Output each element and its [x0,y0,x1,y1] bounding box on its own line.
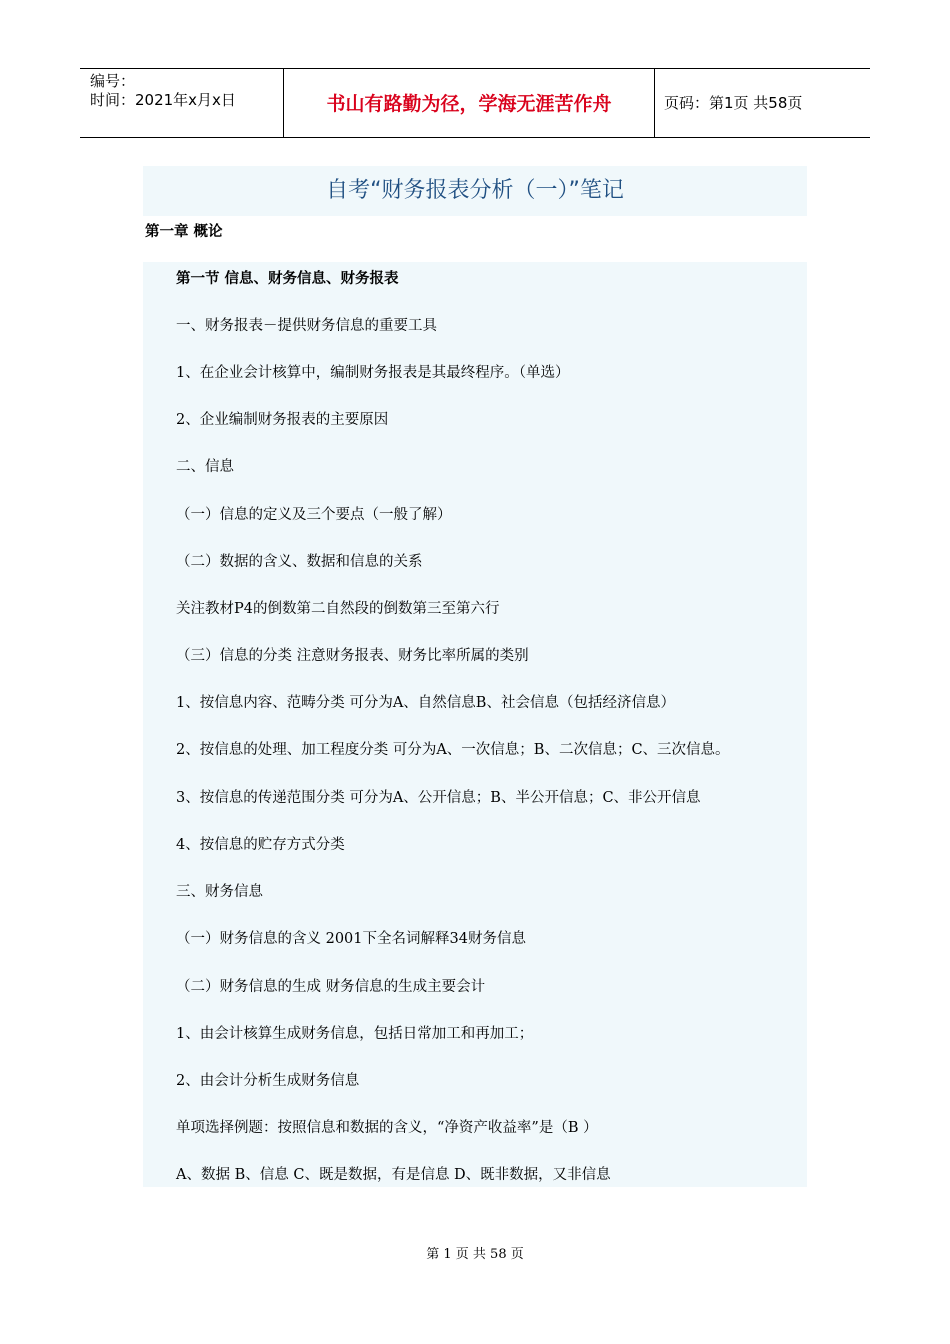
content-line: 三、财务信息 [176,884,263,900]
content-line: 3、按信息的传递范围分类 可分为A、公开信息；B、半公开信息；C、非公开信息 [176,790,701,806]
title-band [143,166,807,216]
header-table [80,68,870,138]
section-heading: 第一节 信息、财务信息、财务报表 [176,271,399,287]
chapter-heading: 第一章 概论 [145,224,223,240]
header-right-cell [655,69,870,137]
content-line: （二）财务信息的生成 财务信息的生成主要会计 [176,979,486,995]
document-id-label: 编号： [90,72,136,90]
content-line: （三）信息的分类 注意财务报表、财务比率所属的类别 [176,648,529,664]
header-left-cell [80,69,283,137]
content-line: 关注教材P4的倒数第二自然段的倒数第三至第六行 [176,601,500,617]
content-line: 2、由会计分析生成财务信息 [176,1073,360,1089]
content-line: 二、信息 [176,459,234,475]
content-line: 1、按信息内容、范畴分类 可分为A、自然信息B、社会信息（包括经济信息） [176,695,675,711]
content-line: 2、企业编制财务报表的主要原因 [176,412,389,428]
document-title: 自考“财务报表分析（一）”笔记 [326,178,624,203]
content-line: （一）财务信息的含义 2001下全名词解释34财务信息 [176,931,526,947]
content-line: 4、按信息的贮存方式分类 [176,837,345,853]
header-motto: 书山有路勤为径，学海无涯苦作舟 [326,93,612,115]
header-middle-cell [283,69,655,137]
content-line: （一）信息的定义及三个要点（一般了解） [176,507,452,523]
content-line: 2、按信息的处理、加工程度分类 可分为A、一次信息；B、二次信息；C、三次信息。 [176,742,730,758]
content-line: A、数据 B、信息 C、既是数据，有是信息 D、既非数据，又非信息 [176,1167,611,1183]
content-line: 一、财务报表－提供财务信息的重要工具 [176,318,437,334]
document-time-label: 时间：2021年x月x日 [90,91,236,109]
content-line: 1、由会计核算生成财务信息，包括日常加工和再加工； [176,1026,534,1042]
content-line: 单项选择例题：按照信息和数据的含义，“净资产收益率”是（B ） [176,1120,598,1136]
content-band [143,262,807,1187]
content-line: 1、在企业会计核算中，编制财务报表是其最终程序。（单选） [176,365,570,381]
footer-page-number: 第 1 页 共 58 页 [426,1247,524,1262]
header-page-info: 页码：第1页 共58页 [664,94,803,112]
content-line: （二）数据的含义、数据和信息的关系 [176,554,423,570]
